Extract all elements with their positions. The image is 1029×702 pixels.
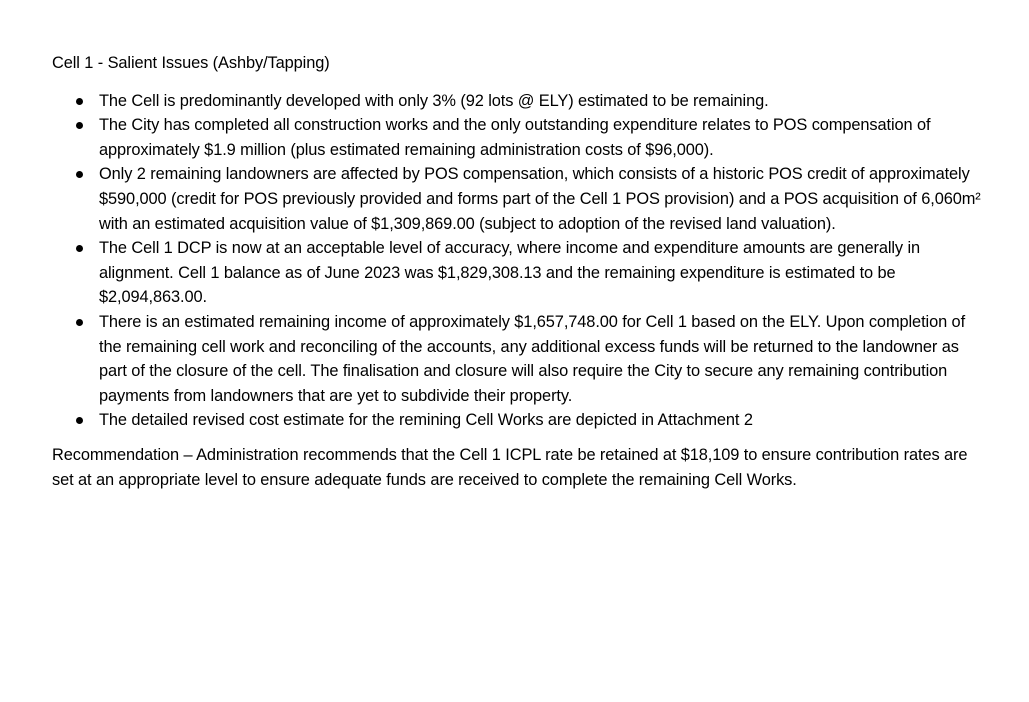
list-item-text: The City has completed all construction works and the only outstanding expenditure relates to POS compensation of approximately $1.9 million (plus estimated remaining administration costs of $96,000). [99, 116, 931, 159]
bullet-icon [76, 171, 83, 178]
list-item-text: The Cell is predominantly developed with only 3% (92 lots @ ELY) estimated to be remaining. [99, 91, 769, 110]
salient-issues-list [52, 89, 982, 433]
list-item [52, 310, 982, 408]
list-item [52, 89, 982, 114]
list-item [52, 236, 982, 310]
list-item [52, 408, 982, 433]
bullet-icon [76, 98, 83, 105]
recommendation-paragraph: Recommendation – Administration recommends that the Cell 1 ICPL rate be retained at $18,109 to ensure contribution rates are set at an appropriate level to ensure adequate funds are received to complete the remaining Cell Works. [52, 445, 968, 489]
list-item-text: The detailed revised cost estimate for the remining Cell Works are depicted in Attachment 2 [99, 411, 753, 430]
list-item [52, 162, 982, 236]
bullet-icon [76, 417, 83, 424]
section-heading: Cell 1 - Salient Issues (Ashby/Tapping) [52, 54, 330, 72]
list-item-text: There is an estimated remaining income of approximately $1,657,748.00 for Cell 1 based on the ELY. Upon completion of the remaining cell work and reconciling of the accounts, any additional excess funds will be returned to the landowner as part of the closure of the cell. The finalisation and closure will also require the City to secure any remaining contribution payments from landowners that are yet to subdivide their property. [99, 312, 966, 405]
list-item [52, 113, 982, 162]
bullet-icon [76, 245, 83, 252]
list-item-text: Only 2 remaining landowners are affected by POS compensation, which consists of a historic POS credit of approximately $590,000 (credit for POS previously provided and forms part of the Cell 1 POS provision) and a POS acquisition of 6,060m² with an estimated acquisition value of $1,309,869.00 (subject to adoption of the revised land valuation). [99, 165, 981, 233]
list-item-text: The Cell 1 DCP is now at an acceptable level of accuracy, where income and expenditure amounts are generally in alignment. Cell 1 balance as of June 2023 was $1,829,308.13 and the remaining expenditure is estimated to be $2,094,863.00. [99, 239, 921, 307]
bullet-icon [76, 122, 83, 129]
bullet-icon [76, 319, 83, 326]
document-page [52, 51, 982, 492]
